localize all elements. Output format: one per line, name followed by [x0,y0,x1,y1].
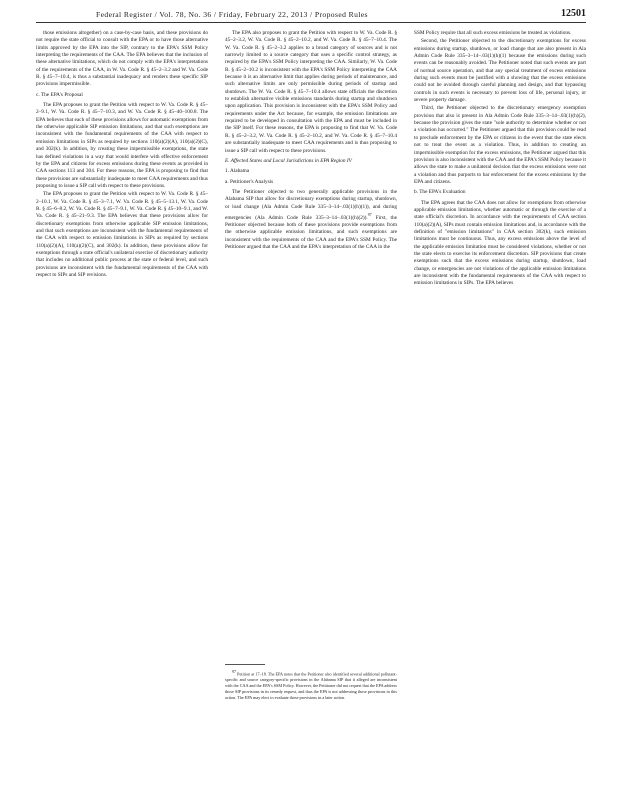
column-1 [36,30,208,280]
col3-heading-evaluation: b. The EPA's Evaluation [414,189,466,196]
running-header [36,10,586,23]
col1-para-2: The EPA proposes to grant the Petition with respect to W. Va. Code R. § 45–2–9.1, W. Va. Code R. § 45–7–10.3, and W. Va. Code R. § 45–40–100.8. The EPA believes that each of these provisions allows for automatic exemptions from the otherwise applicable SIP emission limitations, and that such exemptions are inconsistent with the fundamental requirements of the CAA with respect to emission limitations in SIPs as required by sections 110(a)(2)(A), 110(a)(2)(C), and 302(k). In addition, by creating these impermissible exemptions, the state has defined violations in a way that would interfere with effective enforcement by the EPA and citizens for excess emissions during these events as provided in CAA sections 113 and 304. For these reasons, the EPA is proposing to find that these provisions are substantially inadequate to meet CAA requirements and thus proposing to issue a SIP call with respect to these provisions. [36,102,208,189]
col1-para-1: those emissions altogether) on a case-by-case basis, and these provisions do not require the state official to consult with the EPA or to have those alternative limits approved by the EPA into the SIP, contrary to the EPA's SSM Policy interpreting the requirements of the CAA. The EPA believes that the inclusion of these alternative limitations, which do not comply with the EPA's interpretations of the requirements of the CAA, in W. Va. Code R. § 45–2–3.2 and W. Va. Code R. § 45–7–10.4, is thus a substantial inadequacy and renders these specific SIP provisions impermissible. [36,30,208,88]
col2-subheading-alabama: 1. Alabama [225,168,250,175]
footnote-97 [225,669,397,700]
column-3 [414,30,586,289]
col3-para-2: Second, the Petitioner objected to the discretionary exemptions for excess emissions during startup, shutdown, or load change that are also present in Ala Admin Code Rule 335–3–14–.03(1)(h)(1) because the emissions during such events can be reasonably avoided. The Petitioner noted that such events are part of normal source operation, and that any special treatment of excess emissions during such events must be justified with a showing that the excess emissions could not be avoided through careful planning and design, and that bypassing controls in such events is necessary to prevent loss of life, personal injury, or severe property damage. [414,38,586,104]
footnote-number: 97 [232,669,236,674]
column-2 [225,30,397,252]
col3-para-1: SSM Policy require that all such excess emissions be treated as violations. [414,30,572,36]
footnote-text: Petition at 17–18. The EPA notes that the Petitioner also identified several additional pollutant-specific and source category-specific provisions in the Alabama SIP that it alleged are inconsistent with the CAA and the EPA's SSM Policy. However, the Petitioner did not request that the EPA address those SIP provisions in its remedy request, and thus the EPA is not addressing those provisions in this action. The EPA may elect to evaluate those provisions in a later action. [225,671,397,700]
col3-para-3: Third, the Petitioner objected to the discretionary emergency exemption provision that also is present in Ala Admin Code Rule 335–3–14–.03(1)(h)(2), because the provision gives the state "sole authority to determine whether or not a violation has occurred." The Petitioner argued that this provision could be read to preclude enforcement by the EPA or citizens in the event that the state elects not to treat the event as a violation. Thus, in addition to creating an impermissible exemption for the excess emissions, the Petitioner argued that this provision is also inconsistent with the CAA and the EPA's SSM Policy because it allows the state to make a unilateral decision that the excess emissions were not a violation and thus purports to bar enforcement for the excess emissions by the EPA and citizens. [414,105,586,185]
footnotes [225,664,397,700]
col1-para-3: The EPA proposes to grant the Petition with respect to W. Va. Code R. § 45–2–10.1, W. Va. Code R. § 45–3–7.1, W. Va. Code R. § 45–5–13.1, W. Va. Code R. § 45–6–8.2, W. Va. Code R. § 45–7–9.1, W. Va. Code R. § 45–10–9.1, and W. Va. Code R. § 45–21–9.3. The EPA believes that these provisions allow for discretionary exemptions from otherwise applicable SIP emission limitations, and that such exemptions are inconsistent with the fundamental requirements of the CAA with respect to emission limitations in SIPs as required by sections 110(a)(2)(A), 110(a)(2)(C), and 302(k). In addition, these provisions allow for exemptions through a state official's unilateral exercise of discretionary authority that includes no additional public process at the state or federal level, and such provisions are inconsistent with the fundamental requirements of the CAA with respect to SIPs and SIP revisions. [36,191,208,278]
running-head-text: Federal Register / Vol. 78, No. 36 / Friday, February 22, 2013 / Proposed Rules [96,10,368,19]
footnote-rule [225,664,265,665]
col2-para-1: The EPA also proposes to grant the Petition with respect to W. Va. Code R. § 45–2–3.2, W. Va. Code R. § 45–2–10.2, and W. Va. Code R. § 45–7–10.4. The W. Va. Code R. § 45–2–3.2 applies to a broad category of sources and is not narrowly limited to a source category that uses a specific control strategy, as required by the EPA's SSM Policy interpreting the CAA. Similarly, W. Va. Code R. § 45–2–10.2 is inconsistent with the EPA's SSM Policy interpreting the CAA because it is an alternative limit that applies during periods of maintenance, and such alternative limits are only permissible during periods of startup and shutdown. The W. Va. Code R. § 45–7–10.4 allows state officials the discretion to establish alternative visible emissions standards during startup and shutdown upon application. This provision is inconsistent with the EPA's SSM Policy and requirements under the Act because, for example, the emission limitations are required to be developed in consultation with the EPA and must be included in the SIP itself. For these reasons, the EPA is proposing to find that W. Va. Code R. § 45–2–3.2, W. Va. Code R. § 45–2–10.2, and W. Va. Code R. § 45–7–10.4 are substantially inadequate to meet CAA requirements and is thus proposing to issue a SIP call with respect to these provisions. [225,30,397,154]
col2-para-2 [225,189,397,252]
page-number: 12501 [561,8,586,19]
col2-para-2-text-b: First, the Petitioner objected because both of these provisions provide exemptions from the otherwise applicable emission limitations, and such exemptions are inconsistent with the requirements of the CAA and the EPA's SSM Policy. The Petitioner argued that the CAA and the EPA's interpretation of the CAA in the [225,214,397,251]
col2-section-heading: E. Affected States and Local Jurisdictions in EPA Region IV [225,157,352,164]
footnote-reference[interactable]: 97 [367,211,372,217]
col2-subheading-analysis: a. Petitioner's Analysis [225,178,274,185]
col1-heading-proposal: c. The EPA's Proposal [36,91,83,98]
col2-para-2-text-a: The Petitioner objected to two generally applicable provisions in the Alabama SIP that allow for discretionary exemptions during startup, shutdown, or load change (Ala Admin Code Rule 335–3–14–.03(1)(h)(1)), and during emergencies (Ala Admin Code Rule 335–3–14–.03(1)(h)(2)). [225,188,397,221]
col3-para-4: The EPA agrees that the CAA does not allow for exemptions from otherwise applicable emission limitations, whether automatic or through the exercise of a state official's discretion. In accordance with the requirements of CAA section 110(a)(2)(A), SIPs must contain emission limitations and, in accordance with the definition of "emission limitations" in CAA section 302(k), such emission limitations must be continuous. Thus, any excess emissions above the level of the applicable emission limitation must be considered violations, whether or not the state elects to exercise its enforcement discretion. SIP provisions that create exemptions such that the excess emissions during startup, shutdown, load change, or emergencies are not violations of the applicable emission limitations are inconsistent with the fundamental requirements of the CAA with respect to emission limitations in SIPs. The EPA believes [414,199,586,287]
